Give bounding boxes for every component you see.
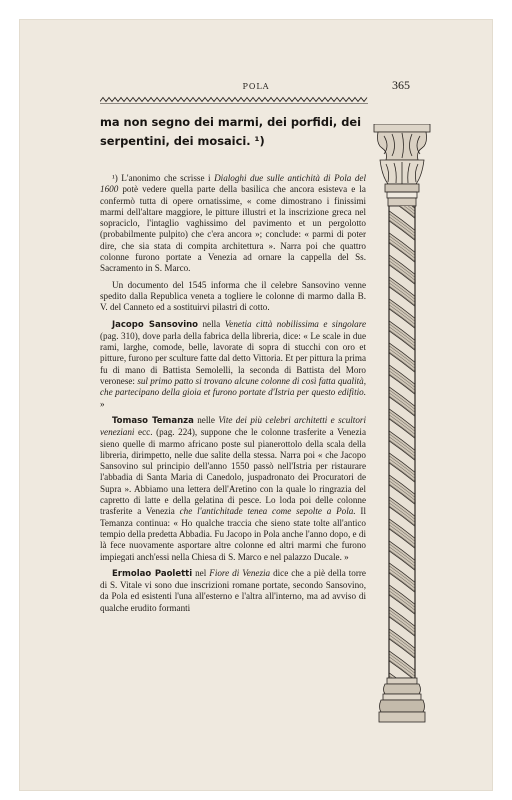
italic-title: sul primo patto si trovano alcune colonne di così fatta qualità, che partecipano della gioia et furono portate d'Istria per questo edifitio. [100, 376, 366, 398]
column-capital [374, 124, 430, 206]
paragraph [100, 173, 366, 275]
text-run: Il Temanza continua: « Ho qualche traccia che sieno state tolte all'antico tempio della predetta Abbadia. Fu Jacopo in Pola anche l'anno dopo, e di là fece nuovamente asportare altre colonne ed altri marmi che furono impiegati anch'essi nella Chiesa di S. Marco e nel palazzo Ducale. » [100, 506, 367, 562]
text-run: (pag. 310), dove parla della fabrica della libreria, dice: « Le scale in due rami, larghe, comode, belle, lavorate di sopra di stucchi con oro et pitture, furono per sculture fatte dal detto Vittoria. Et per pittura la prima fu di mano di Battista Semolelli, la seconda di Battista del Moro veronese: [100, 330, 366, 387]
paragraph [100, 319, 366, 410]
column-base [379, 678, 425, 722]
section-heading: ma non segno dei marmi, dei porfidi, dei serpentini, dei mosaici. ¹) [100, 115, 362, 148]
italic-title: che l'antichitade tenea come sepolte a Pola. [179, 506, 356, 517]
text-run: Un documento del 1545 informa che il celebre Sansovino venne spedito dalla Republica veneta a togliere le colonne di marmo dalla B. V. del Canneto ed a sostituirvi pilastri di cotto. [100, 279, 366, 313]
italic-title: Venetia città nobilissima e singolare [224, 318, 366, 329]
author-name: Ermolao Paoletti [112, 568, 193, 579]
italic-title: Dialoghi due sulle antichità di Pola del 1600 [100, 173, 366, 195]
paragraph [100, 568, 366, 614]
text-run: ecc. (pag. 224), suppone che le colonne trasferite a Venezia sieno quelle di marmo africano poste sul pianerottolo della scala della libreria, dirimpetto, nelle due salite della stessa. Narra poi « che Jacopo Sansovino sul principio dell'anno 1550 passò nell'Istria per ristaurare l'abbadia di Santa Maria di Canedolo, juspadronato dei Procuratori de Supra ». Abbiamo una lettera dell'Aretino con la quale lo ringrazia del capretto di latte e della gelatina di pesce. Lo loda poi delle colonne trasferite a Venezia [100, 427, 366, 517]
paragraph [100, 280, 366, 314]
italic-title: Vite dei più celebri architetti e scultori veneziani [100, 414, 366, 438]
italic-title: Fiore di Venezia [209, 567, 271, 578]
text-run: potè vedere quella parte della basilica che ancora esisteva e la confermò tutta di opere ornatissime, « come dimostrano i finissimi marmi dell'altare maggiore, le pitture illustri et la inscrizione greca nel sopraciclo, l'intaglio vaghissimo del pavimento et un pergolotto (probabilmente pulpito) che c'era ancora »; conclude: « parmi di poter dire, che sia stata di compita architettura ». Narra poi che quattro colonne furono portate a Venezia ad ornare la cappella del Ss. Sacramento in S. Marco. [100, 184, 366, 274]
text-run: nel [192, 567, 210, 578]
text-run: » [100, 398, 105, 409]
text-run: dice che a piè della torre di S. Vitale vi sono due inscrizioni romane portate, secondo Sansovino, da Pola ed esistenti l'una all'esterno e l'altra all'interno, ma ad avviso di qualche erudito formanti [100, 567, 366, 613]
text-run: nella [198, 318, 225, 329]
twisted-column-engraving [372, 124, 432, 724]
paragraph [100, 415, 366, 563]
page-number: 365 [392, 78, 410, 92]
running-title: POLA [242, 82, 270, 91]
book-page [20, 20, 492, 790]
text-run: ¹) L'anonimo che scrisse i [112, 173, 215, 183]
author-name: Tomaso Temanza [112, 415, 194, 426]
footnote-text [100, 173, 366, 619]
decorative-zigzag-rule [100, 96, 368, 104]
text-run: nelle [193, 414, 219, 425]
column-shaft [382, 184, 422, 724]
author-name: Jacopo Sansovino [112, 319, 199, 330]
